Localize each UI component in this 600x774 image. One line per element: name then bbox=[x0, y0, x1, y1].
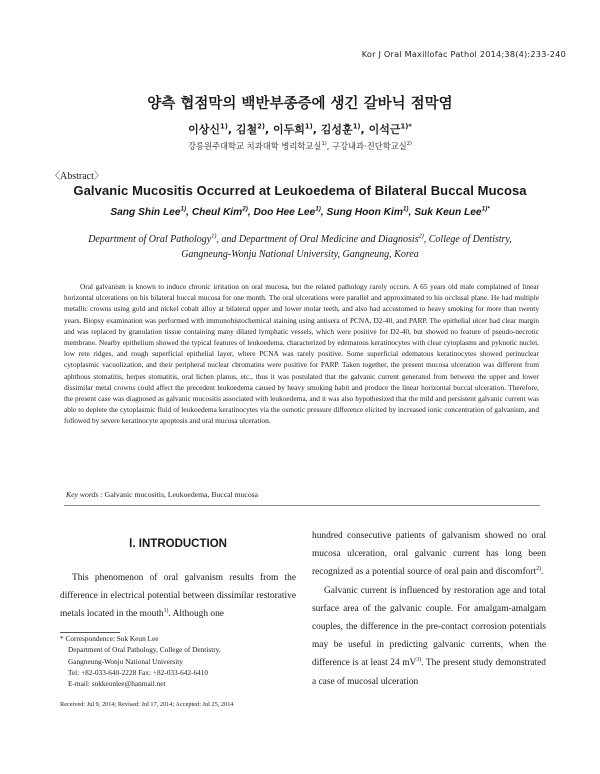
citation-sup: 2) bbox=[536, 566, 541, 573]
author-sup: 2) bbox=[257, 122, 266, 131]
footnote-line: Department of Oral Pathology, College of Dentistry, bbox=[68, 645, 221, 655]
english-title: Galvanic Mucositis Occurred at Leukoedema of Bilateral Buccal Mucosa bbox=[73, 183, 527, 198]
abstract-body: Oral galvanism is known to induce chronic irritation on oral mucosa, but the related pathology rarely occurs. A 65 years old male complained of linear horizontal ulcerations on his bilateral buccal mucosa for one month. The oral ulcerations were parallel and approximated to his occlusal plane. He had multiple metallic crowns using gold and nickel cobalt alloy at bilateral upper and lower molar teeth, and also had accustomed to heavy smoking for more than twenty years. Biopsy examination was performed with immunohistochemical staining using antisera of PCNA, D2-40, and PARP. The epithelial ulcer had clear margin and was replaced by granulation tissue containing many dilated lymphatic vessels, which were positive for D2-40, but showed no feature of pseudo-necrotic membrane. Nearby epithelium showed the typical features of leukoedema, characterized by edematous keratinocytes with clear cytoplasms and pyknotic nuclei, low rete ridges, and rough superficial epithelial layer, where PCNA was rarely positive. Some superficial edematous keratinocytes showed perinuclear cytoplasmic vacuolization, and their peripheral nuclear chromatins were positive for PARP. Taken together, the present mucosa ulceration was different from aphthous stomatitis, herpes stomatitis, oral lichen planus, etc., thus it was postulated that the galvanic current generated from between the upper and lower dissimilar metal crowns could affect the precedent leukoedema caused by heavy smoking habit and produce the linear horizontal buccal ulceration. Therefore, the present case was diagnosed as galvanic mucositis associated with leukoedema, and it was also hypothesized that the mild and persistent galvanic current was able to deplete the cytoplasmic fluid of leukoedema keratinocytes via the osmotic pressure difference elicited by increased ionic concentration of galvanism, and followed by severe keratinocyte apoptosis and oral mucosa ulceration. bbox=[64, 282, 539, 426]
author-name: 이두희 bbox=[273, 123, 305, 136]
author-name: 이상신 bbox=[188, 123, 221, 136]
korean-authors: 이상신$^{1)}$, 김철$^{2)}$, 이두희$^{1)}$, 김성훈$^{1)}$, 이석근$^{1)*}$ bbox=[188, 122, 412, 136]
author-sup: 1)* bbox=[481, 205, 490, 213]
intro-right-column bbox=[312, 527, 546, 691]
paragraph-text: . bbox=[540, 567, 544, 578]
paragraph-text: This phenomenon of oral galvanism results from the difference in electrical potential between dissimilar restorative metals located in the mouth bbox=[60, 573, 296, 620]
english-authors: Sang Shin Lee$^{1)}$, Cheul Kim$^{2)}$, Doo Hee Lee$^{1)}$, Sung Hoon Kim$^{1)}$, Suk Keun Lee$^{1)*}$ bbox=[110, 205, 490, 218]
author-sup: 1) bbox=[402, 205, 409, 213]
author-name: Suk Keun Lee bbox=[414, 207, 482, 218]
paragraph-text: . Although one bbox=[168, 609, 224, 620]
keywords-list: Galvanic mucositis, Leukoedema, Buccal mucosa bbox=[104, 490, 259, 499]
abstract-label: 〈Abstract〉 bbox=[50, 171, 104, 182]
citation-sup: 1) bbox=[163, 608, 169, 615]
affiliation-2: 구강내과·진단학교실 bbox=[332, 141, 407, 151]
author-name: 김철 bbox=[235, 123, 258, 136]
introduction-heading: Ⅰ. INTRODUCTION bbox=[129, 538, 227, 550]
author-name: 김성훈 bbox=[320, 123, 353, 136]
english-affiliation bbox=[60, 233, 540, 262]
author-sup: 1) bbox=[304, 122, 313, 131]
affil-part: , College of Dentistry, bbox=[423, 234, 512, 245]
affil-sup: 1) bbox=[211, 232, 217, 240]
footnote-line: Tel: +82-033-640-2228 Fax: +82-033-642-6410 bbox=[68, 667, 209, 677]
korean-title: 양측 협점막의 백반부종증에 생긴 갈바닉 점막염 bbox=[147, 96, 453, 112]
affil-part: , and Department of Oral Medicine and Diagnosis bbox=[216, 234, 419, 245]
intro-right-paragraph-2 bbox=[312, 582, 546, 691]
footnote-line: Gangneung-Wonju National University bbox=[68, 656, 183, 666]
author-sup: 1) bbox=[315, 205, 321, 213]
author-name: Cheul Kim bbox=[191, 207, 243, 218]
author-name: 이석근 bbox=[368, 123, 401, 136]
author-sup: 2) bbox=[242, 205, 248, 213]
paragraph-text: Galvanic current is influenced by restoration age and total surface area of the galvanic couple. For amalgam-amalgam couples, the difference in the pre-contact corrosion potentials may be useful in predicting galvanic currents, when the difference is at least 24 mV bbox=[312, 585, 546, 669]
journal-reference: Kor J Oral Maxillofac Pathol 2014;38(4):233-240 bbox=[361, 49, 566, 59]
keywords-label: Key words : bbox=[66, 490, 103, 499]
section-divider bbox=[64, 505, 540, 506]
affiliation-2-sup: 2) bbox=[406, 141, 413, 148]
intro-left-paragraph bbox=[60, 569, 296, 624]
keywords bbox=[66, 490, 258, 499]
affil-part: Department of Oral Pathology bbox=[88, 234, 212, 245]
received-dates: Received: Jul 9, 2014; Revised: Jul 17, 2014; Accepted: Jul 25, 2014 bbox=[60, 701, 234, 708]
affiliation-1: 강릉원주대학교 치과대학 병리학교실 bbox=[187, 141, 322, 151]
intro-right-paragraph-1 bbox=[312, 527, 546, 582]
author-sup: 1) bbox=[220, 122, 228, 131]
footnote-line: * Correspondence: Suk Keun Lee bbox=[60, 634, 159, 643]
korean-affiliation: 강릉원주대학교 치과대학 병리학교실$^{1)}$, 구강내과·진단학교실$^{2)}$ bbox=[187, 141, 413, 151]
author-sup: 1)* bbox=[400, 122, 412, 131]
paragraph-text: . The present study demonstrated a case of mucosal ulceration bbox=[312, 658, 546, 687]
citation-sup: 3) bbox=[416, 657, 422, 664]
footnote-email: E-mail: sukkeunlee@hanmail.net bbox=[68, 679, 166, 689]
author-name: Sang Shin Lee bbox=[110, 207, 181, 218]
author-name: Doo Hee Lee bbox=[253, 207, 316, 218]
affil-sup: 2) bbox=[418, 232, 424, 240]
author-sup: 1) bbox=[180, 205, 187, 213]
author-sup: 1) bbox=[352, 122, 361, 131]
affiliation-1-sup: 1) bbox=[321, 141, 327, 148]
affil-line-2: Gangneung-Wonju National University, Gangneung, Korea bbox=[181, 248, 419, 260]
paragraph-text: hundred consecutive patients of galvanism showed no oral mucosa ulceration, oral galvanic current has long been recognized as a potential source of oral pain and discomfort bbox=[312, 531, 546, 578]
author-name: Sung Hoon Kim bbox=[326, 207, 403, 218]
correspondence-footnote bbox=[60, 633, 296, 689]
